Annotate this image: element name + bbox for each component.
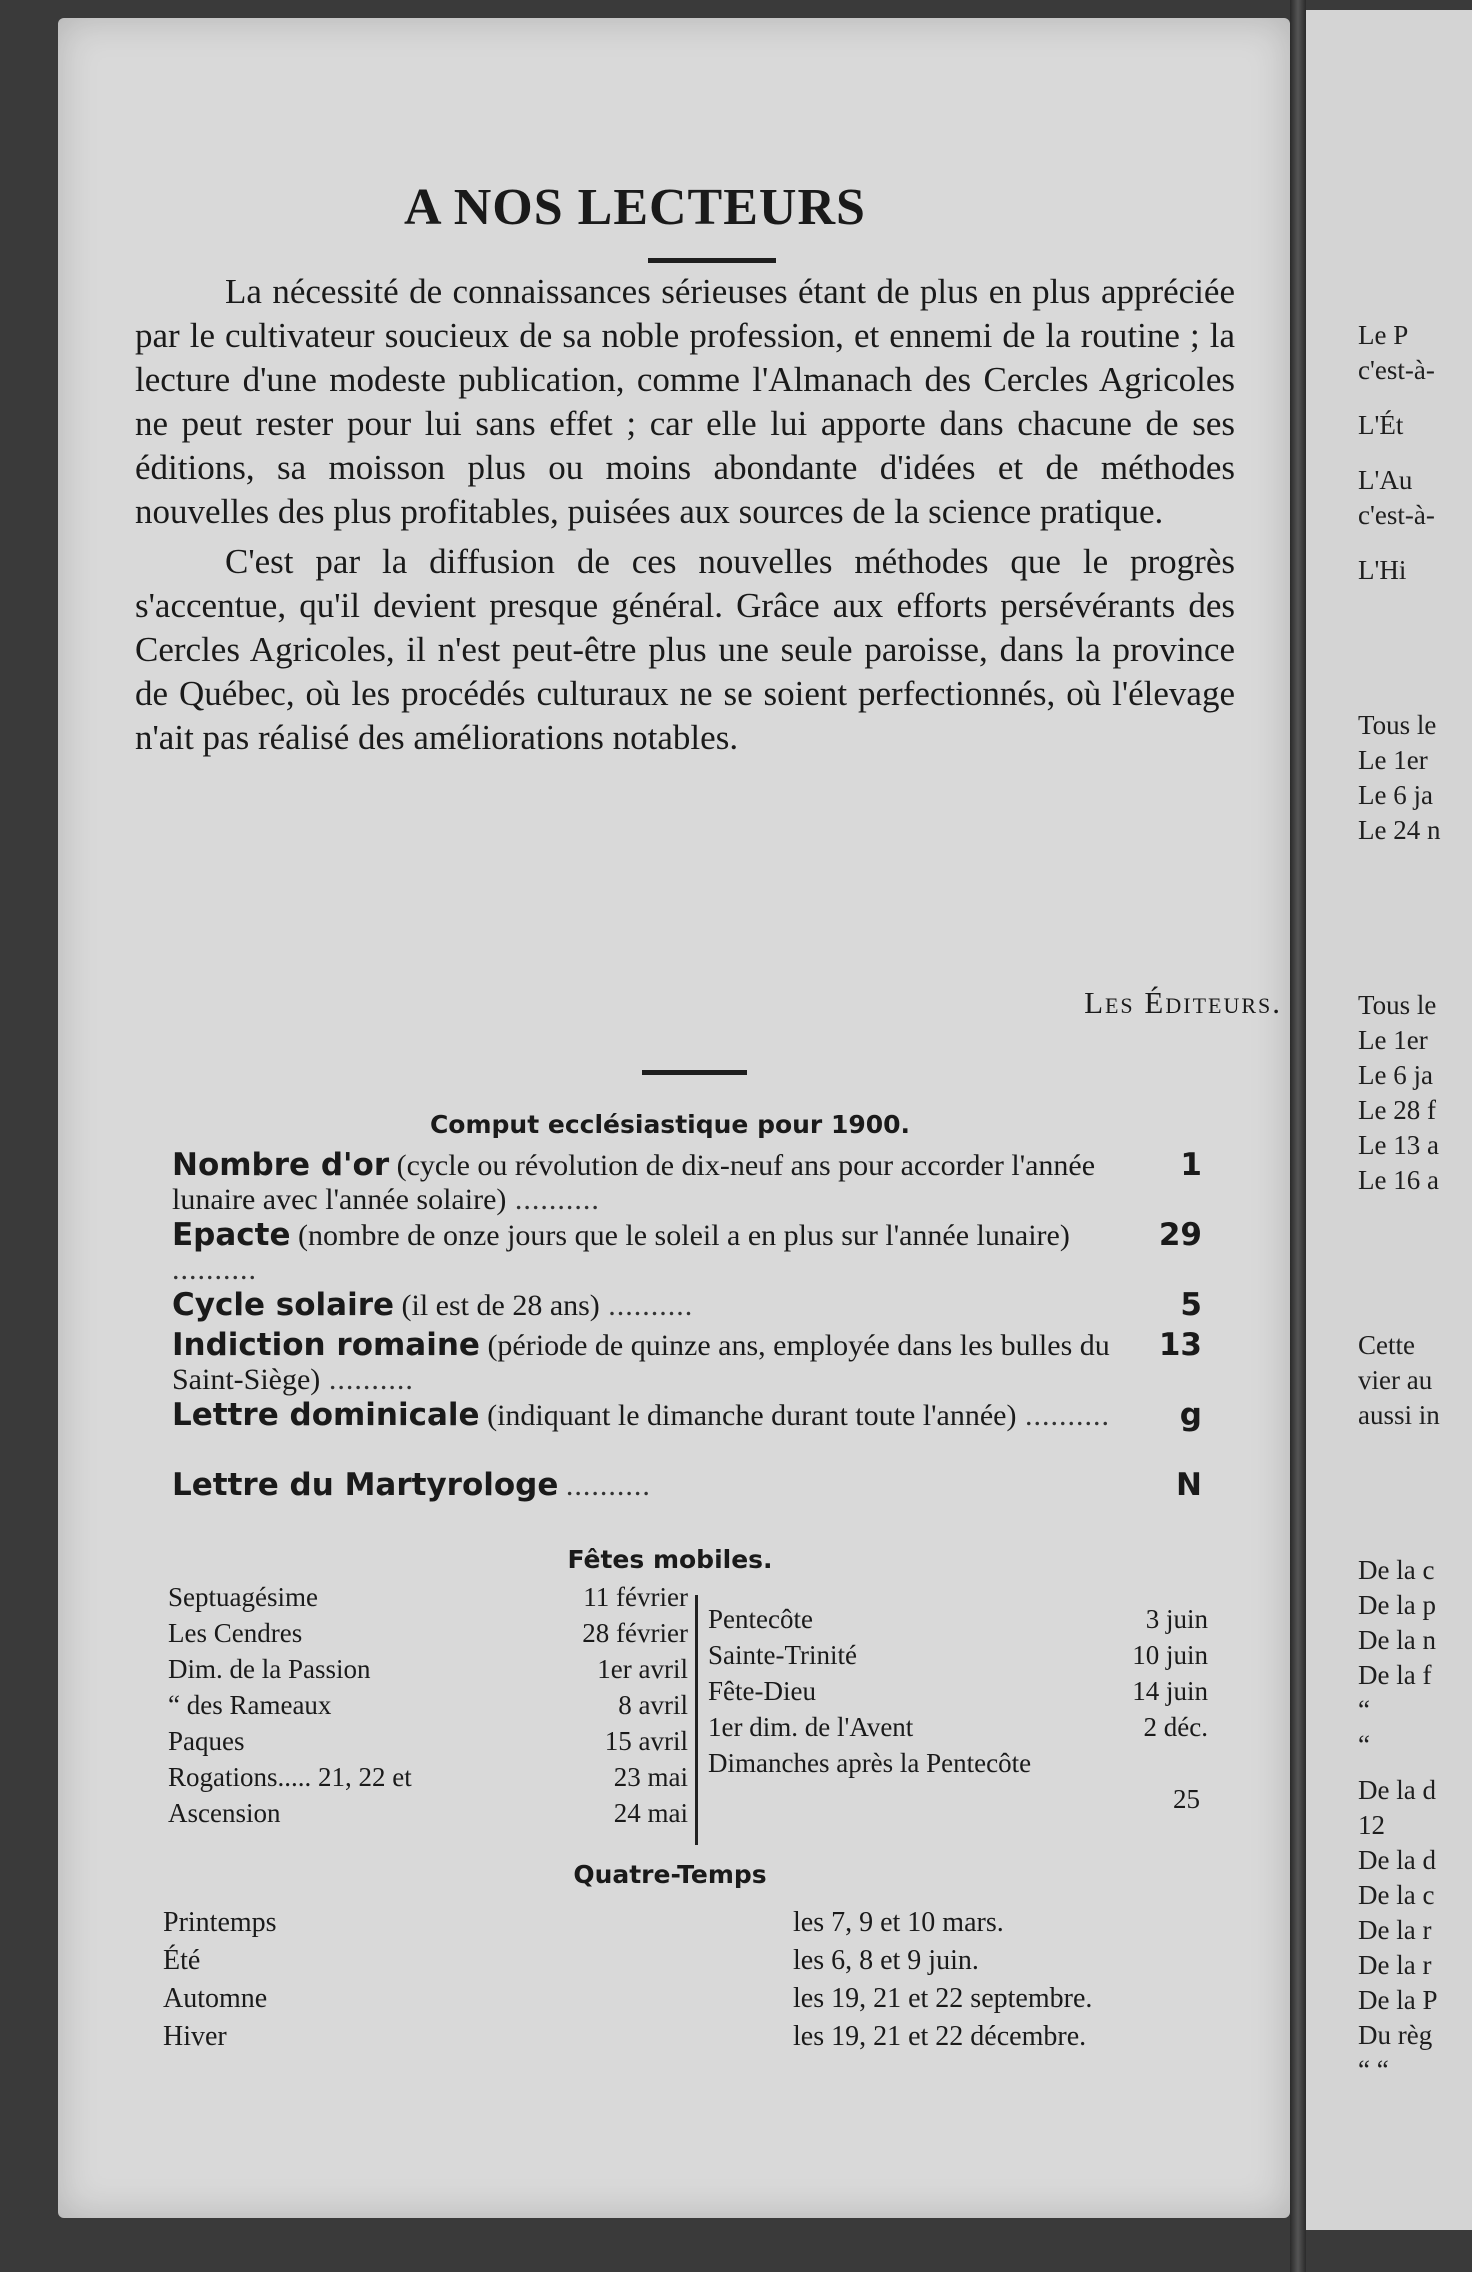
facing-page-fragment: c'est-à- bbox=[1358, 500, 1435, 530]
fete-date: 3 juin bbox=[1145, 1604, 1208, 1634]
season-label: Été bbox=[163, 1945, 201, 1976]
fete-label: Dim. de la Passion bbox=[168, 1654, 371, 1684]
facing-page-fragment: “ “ bbox=[1358, 2055, 1389, 2085]
facing-page-fragment: De la d bbox=[1358, 1845, 1436, 1875]
fete-label: Rogations..... 21, 22 et bbox=[168, 1762, 412, 1792]
season-label: Hiver bbox=[163, 2021, 227, 2052]
fete-row bbox=[168, 1616, 688, 1651]
computus-item bbox=[172, 1468, 1202, 1503]
computus-description: (il est de 28 ans) bbox=[401, 1289, 600, 1322]
fete-date: 11 février bbox=[583, 1582, 688, 1612]
facing-page-fragment: L'Ét bbox=[1358, 410, 1404, 440]
fete-date: 10 juin bbox=[1132, 1640, 1208, 1670]
fete-row bbox=[168, 1688, 688, 1723]
computus-description: (période de quinze ans, employée dans les bulles du Saint-Siège) bbox=[172, 1329, 1110, 1396]
fete-date: 1er avril bbox=[597, 1654, 688, 1684]
computus-value: 5 bbox=[1180, 1287, 1202, 1323]
facing-page-fragment: Le 1er bbox=[1358, 1025, 1428, 1055]
fete-row bbox=[168, 1796, 688, 1831]
fete-row bbox=[708, 1674, 1208, 1709]
facing-page-fragment: De la f bbox=[1358, 1660, 1432, 1690]
fete-date: 2 déc. bbox=[1143, 1712, 1208, 1742]
facing-page-fragment: “ bbox=[1358, 1695, 1370, 1725]
computus-item bbox=[172, 1288, 1202, 1323]
leader-dots: .......... bbox=[320, 1363, 414, 1396]
fete-row bbox=[708, 1638, 1208, 1673]
fete-row bbox=[168, 1760, 688, 1795]
computus-value: 29 bbox=[1158, 1217, 1202, 1253]
facing-page-fragment: Le 1er bbox=[1358, 745, 1428, 775]
facing-page-fragment: De la c bbox=[1358, 1880, 1435, 1910]
facing-page-fragment: Le P bbox=[1358, 320, 1409, 350]
facing-page-fragment: L'Hi bbox=[1358, 555, 1407, 585]
computus-name: Lettre du Martyrologe bbox=[172, 1467, 559, 1503]
computus-title: Comput ecclésiastique pour 1900. bbox=[429, 1110, 911, 1139]
fete-label: Septuagésime bbox=[168, 1582, 318, 1612]
fete-date: 15 avril bbox=[604, 1726, 688, 1756]
facing-page-fragment: Tous le bbox=[1358, 990, 1437, 1020]
intro-paragraph-1: La nécessité de connaissances sérieuses étant de plus en plus appréciée par le cultivateur soucieux de sa noble profession, et ennemi de la routine ; la lecture d'une modeste publication, comme l'Almanach des Cercles Agricoles ne peut rester pour lui sans effet ; car elle lui apporte dans chacune de ses éditions, sa moisson plus ou moins abondante d'idées et de méthodes nouvelles des plus profitables, puisées aux sources de la science pratique. bbox=[135, 272, 1235, 531]
facing-page-fragment: c'est-à- bbox=[1358, 355, 1435, 385]
fete-label: Fête-Dieu bbox=[708, 1676, 816, 1706]
computus-name: Epacte bbox=[172, 1217, 291, 1253]
season-dates: les 19, 21 et 22 septembre. bbox=[793, 1983, 1093, 2014]
quatre-temps-row bbox=[163, 1981, 1193, 2017]
intro-text bbox=[135, 270, 1235, 760]
season-label: Printemps bbox=[163, 1907, 277, 1938]
leader-dots: .......... bbox=[565, 1469, 651, 1502]
fete-date: 28 février bbox=[582, 1618, 688, 1648]
season-dates: les 6, 8 et 9 juin. bbox=[793, 1945, 979, 1976]
fete-date: 24 mai bbox=[613, 1798, 688, 1828]
facing-page-fragment: De la p bbox=[1358, 1590, 1436, 1620]
computus-item bbox=[172, 1328, 1202, 1397]
quatre-temps-row bbox=[163, 1905, 1193, 1941]
computus-description: (cycle ou révolution de dix-neuf ans pour accorder l'année lunaire avec l'année solaire) bbox=[172, 1149, 1096, 1216]
facing-page-fragment: Du règ bbox=[1358, 2020, 1433, 2050]
facing-page-fragment: De la r bbox=[1358, 1950, 1432, 1980]
quatre-temps-row bbox=[163, 2019, 1193, 2055]
computus-value: 13 bbox=[1158, 1327, 1202, 1363]
fete-date: 8 avril bbox=[618, 1690, 688, 1720]
facing-page-fragment: Tous le bbox=[1358, 710, 1437, 740]
book-spine bbox=[1290, 0, 1306, 2272]
column-separator bbox=[695, 1595, 698, 1845]
fete-date: 25 bbox=[1173, 1784, 1200, 1814]
computus-name: Lettre dominicale bbox=[172, 1397, 480, 1433]
computus-name: Nombre d'or bbox=[172, 1147, 390, 1183]
computus-value: N bbox=[1176, 1467, 1202, 1503]
fete-label: Ascension bbox=[168, 1798, 281, 1828]
season-dates: les 19, 21 et 22 décembre. bbox=[793, 2021, 1087, 2052]
leader-dots: .......... bbox=[1016, 1399, 1110, 1432]
editors-signature: Les Éditeurs. bbox=[1084, 985, 1282, 1020]
computus-item bbox=[172, 1218, 1202, 1287]
page-title: A NOS LECTEURS bbox=[404, 179, 866, 236]
facing-page-fragment: De la r bbox=[1358, 1915, 1432, 1945]
fete-row bbox=[168, 1724, 688, 1759]
computus-item bbox=[172, 1148, 1202, 1217]
fete-date: 14 juin bbox=[1132, 1676, 1208, 1706]
season-label: Automne bbox=[163, 1983, 268, 2014]
quatre-temps-row bbox=[163, 1943, 1193, 1979]
computus-value: 1 bbox=[1180, 1147, 1202, 1183]
season-dates: les 7, 9 et 10 mars. bbox=[793, 1907, 1004, 1938]
facing-page-fragment: De la c bbox=[1358, 1555, 1435, 1585]
fete-row bbox=[168, 1652, 688, 1687]
facing-page bbox=[1306, 10, 1472, 2230]
quatre-temps-title: Quatre-Temps bbox=[573, 1860, 767, 1889]
computus-item bbox=[172, 1398, 1202, 1433]
leader-dots: .......... bbox=[172, 1253, 257, 1286]
facing-page-fragment: Le 28 f bbox=[1358, 1095, 1436, 1125]
facing-page-fragment: Le 13 a bbox=[1358, 1130, 1439, 1160]
facing-page-fragment: “ bbox=[1358, 1730, 1370, 1760]
section-rule bbox=[642, 1070, 747, 1075]
computus-name: Cycle solaire bbox=[172, 1287, 395, 1323]
fete-label: Paques bbox=[168, 1726, 245, 1756]
intro-paragraph-2: C'est par la diffusion de ces nouvelles méthodes que le progrès s'accentue, qu'il devient presque général. Grâce aux efforts persévérants des Cercles Agricoles, il n'est peut-être plus une seule paroisse, dans la province de Québec, où les procédés culturaux ne se soient perfectionnés, où l'élevage n'ait pas réalisé des améliorations notables. bbox=[135, 542, 1235, 757]
facing-page-fragment: De la P bbox=[1358, 1985, 1438, 2015]
fete-label: 1er dim. de l'Avent bbox=[708, 1712, 914, 1742]
facing-page-fragment: Cette bbox=[1358, 1330, 1415, 1360]
computus-name: Indiction romaine bbox=[172, 1327, 480, 1363]
fete-label: Pentecôte bbox=[708, 1604, 813, 1634]
facing-page-fragment: Le 24 n bbox=[1358, 815, 1441, 845]
fete-date: 23 mai bbox=[613, 1762, 688, 1792]
fete-row bbox=[708, 1710, 1208, 1745]
facing-page-fragment: 12 bbox=[1358, 1810, 1385, 1840]
fete-label: “ des Rameaux bbox=[168, 1690, 332, 1720]
fete-row bbox=[708, 1602, 1208, 1637]
title-rule bbox=[648, 258, 776, 263]
leader-dots: .......... bbox=[599, 1289, 694, 1322]
facing-page-fragment: Le 6 ja bbox=[1358, 780, 1433, 810]
fete-label: Sainte-Trinité bbox=[708, 1640, 858, 1670]
computus-description: (indiquant le dimanche durant toute l'année) bbox=[487, 1399, 1017, 1432]
facing-page-fragment: Le 6 ja bbox=[1358, 1060, 1433, 1090]
facing-page-fragment: vier au bbox=[1358, 1365, 1433, 1395]
facing-page-fragment: aussi in bbox=[1358, 1400, 1440, 1430]
facing-page-fragment: De la d bbox=[1358, 1775, 1436, 1805]
fetes-mobiles-title: Fêtes mobiles. bbox=[567, 1545, 773, 1574]
facing-page-fragment: Le 16 a bbox=[1358, 1165, 1439, 1195]
leader-dots: .......... bbox=[506, 1183, 600, 1216]
facing-page-fragment: De la n bbox=[1358, 1625, 1436, 1655]
fete-label: Dimanches après la Pentecôte bbox=[708, 1748, 1032, 1778]
fete-row bbox=[708, 1746, 1200, 1814]
computus-value: g bbox=[1179, 1397, 1202, 1433]
fete-row bbox=[168, 1580, 688, 1615]
fete-label: Les Cendres bbox=[168, 1618, 303, 1648]
computus-description: (nombre de onze jours que le soleil a en plus sur l'année lunaire) bbox=[298, 1219, 1070, 1252]
facing-page-fragment: L'Au bbox=[1358, 465, 1413, 495]
